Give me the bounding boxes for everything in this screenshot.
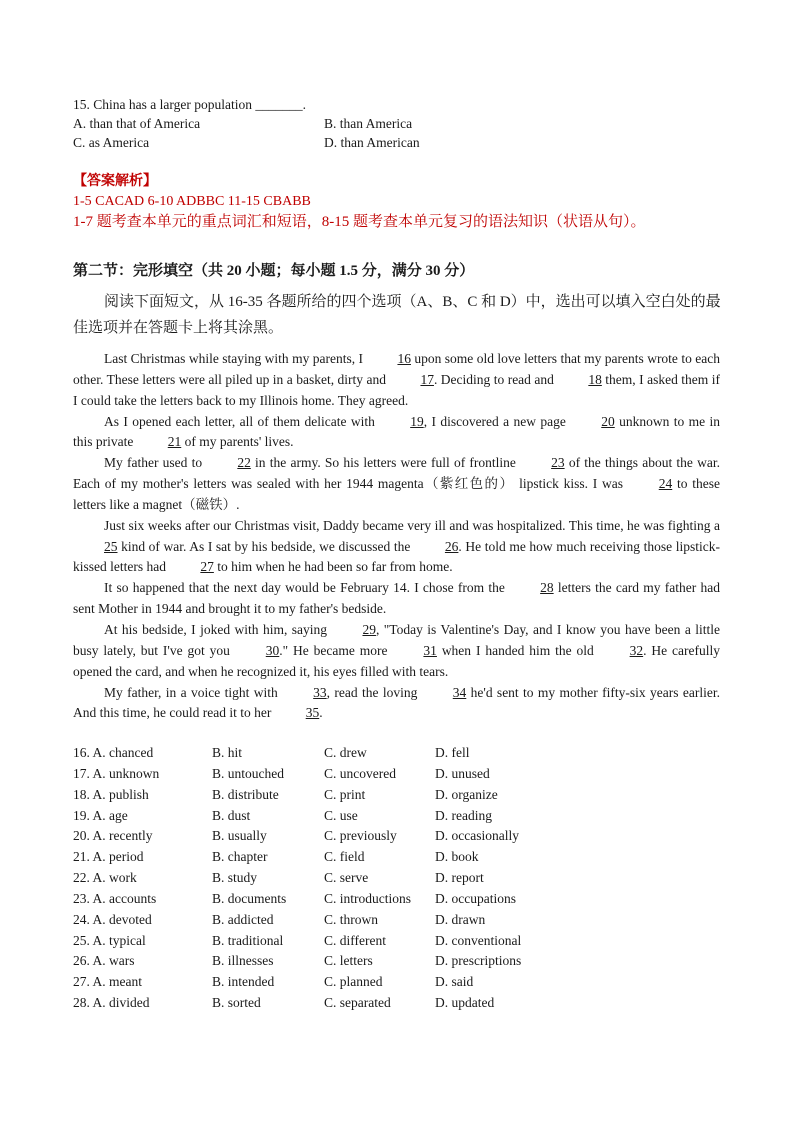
blank-32: 32 (629, 642, 644, 658)
option-d: D. updated (435, 995, 495, 1011)
option-b: B. usually (212, 828, 267, 844)
option-d: D. prescriptions (435, 953, 522, 969)
option-row (73, 931, 733, 952)
blank-20: 20 (601, 413, 615, 429)
option-row (73, 847, 733, 868)
option-a: 26. A. wars (73, 953, 135, 969)
blank-24: 24 (658, 476, 673, 492)
option-row (73, 785, 733, 806)
passage-text: , I discovered a new page (423, 413, 571, 429)
blank-31: 31 (423, 642, 437, 658)
option-b: B. illnesses (212, 953, 274, 969)
option-row (73, 806, 733, 827)
question-15-options (73, 114, 733, 152)
option-row (73, 743, 733, 764)
option-b: B. intended (212, 974, 275, 990)
passage-text: when I handed him the old (436, 642, 599, 658)
option-d: D. book (435, 849, 479, 865)
passage-paragraph (73, 620, 720, 683)
q15-option-b: B. than America (324, 116, 413, 131)
option-row (73, 826, 733, 847)
passage-text: in the army. So his letters were full of frontline (250, 455, 521, 471)
passage-text: he'd sent to my mother fifty-six years earlier. And this time, he could read it to her (73, 684, 720, 721)
passage-text: , read the loving (326, 684, 422, 700)
option-b: B. traditional (212, 932, 284, 948)
blank-27: 27 (200, 559, 214, 575)
option-b: B. distribute (212, 786, 279, 802)
passage-paragraph (73, 516, 720, 579)
option-d: D. drawn (435, 911, 486, 927)
blank-23: 23 (551, 455, 565, 471)
option-a: 17. A. unknown (73, 765, 160, 781)
blank-22: 22 (237, 455, 251, 471)
question-15 (73, 95, 733, 152)
option-a: 21. A. period (73, 849, 144, 865)
option-b: B. chapter (212, 849, 268, 865)
option-d: D. reading (435, 807, 492, 823)
passage-text: . Deciding to read and (433, 371, 558, 387)
option-c: C. previously (324, 828, 397, 844)
option-c: C. thrown (324, 911, 378, 927)
blank-21: 21 (167, 434, 182, 450)
answer-analysis (73, 172, 753, 232)
option-c: C. use (324, 807, 358, 823)
option-a: 25. A. typical (73, 932, 146, 948)
option-b: B. hit (212, 745, 243, 760)
option-b: B. dust (212, 807, 251, 823)
option-c: C. serve (324, 870, 369, 886)
option-d: D. conventional (435, 932, 522, 948)
blank-33: 33 (313, 684, 327, 700)
option-d: D. organize (435, 786, 498, 802)
option-c: C. letters (324, 953, 373, 969)
passage-text: kind of war. As I sat by his bedside, we discussed the (117, 538, 414, 554)
passage-text: them, I asked them if I could take the letters back to my Illinois home. They agreed. (73, 371, 720, 408)
option-a: 24. A. devoted (73, 911, 152, 927)
option-c: C. planned (324, 974, 383, 990)
passage-text: . He carefully opened the card, and when he recognized it, his eyes filled with tears. (73, 642, 720, 679)
answer-keys: 1-5 CACAD 6-10 ADBBC 11-15 CBABB (73, 194, 311, 209)
answer-explanation: 1-7 题考查本单元的重点词汇和短语，8-15 题考查本单元复习的语法知识（状语从句）。 (73, 214, 646, 230)
passage-text: My father used to (104, 455, 207, 471)
option-a: 19. A. age (73, 807, 128, 823)
blank-28: 28 (540, 580, 554, 596)
option-d: D. occupations (435, 890, 516, 906)
option-d: D. fell (435, 745, 470, 760)
option-row (73, 993, 733, 1014)
answer-analysis-title: 【答案解析】 (73, 174, 157, 189)
passage-text: Last Christmas while staying with my parents, I (104, 351, 367, 366)
option-c: C. field (324, 849, 365, 865)
blank-18: 18 (588, 371, 602, 387)
passage-text: of my parents' lives. (181, 434, 294, 450)
option-a: 27. A. meant (73, 974, 142, 990)
option-a: 18. A. publish (73, 786, 149, 802)
option-d: D. occasionally (435, 828, 519, 844)
option-a: 28. A. divided (73, 995, 150, 1011)
passage-text: . He told me how much receiving those lipstick-kissed letters had (73, 538, 720, 575)
option-b: B. untouched (212, 765, 284, 781)
passage-text: It so happened that the next day would be February 14. I chose from the (104, 580, 510, 596)
option-c: C. uncovered (324, 765, 396, 781)
blank-35: 35 (305, 705, 320, 721)
q15-option-d: D. than American (324, 135, 420, 150)
passage-paragraph (73, 349, 720, 412)
passage-paragraph (73, 412, 720, 454)
option-c: C. different (324, 932, 386, 948)
option-c: C. introductions (324, 890, 411, 906)
passage-text: ." He became more (279, 642, 393, 658)
passage-text: unknown to me in this private (73, 413, 720, 450)
option-c: C. separated (324, 995, 391, 1011)
cloze-options (73, 743, 733, 1014)
option-b: B. sorted (212, 995, 261, 1011)
option-d: D. said (435, 974, 474, 990)
q15-option-a: A. than that of America (73, 116, 201, 131)
passage-text: At his bedside, I joked with him, saying (104, 621, 332, 637)
option-a: 20. A. recently (73, 828, 153, 844)
passage-paragraph (73, 578, 720, 620)
option-row (73, 764, 733, 785)
passage-text: of the things about the war. Each of my mother's letters was sealed with her 1944 magenta（紫红色的） lipstick kiss. I was (73, 455, 720, 492)
q15-option-c: C. as America (73, 135, 150, 150)
blank-26: 26 (444, 538, 459, 554)
passage-paragraph (73, 453, 720, 516)
option-row (73, 972, 733, 993)
passage-text: As I opened each letter, all of them delicate with (104, 413, 380, 429)
passage-text: to these letters like a magnet（磁铁）. (73, 476, 720, 512)
option-b: B. study (212, 870, 258, 886)
passage-text: My father, in a voice tight with (104, 684, 283, 700)
option-d: D. unused (435, 765, 490, 781)
option-a: 23. A. accounts (73, 890, 157, 906)
option-d: D. report (435, 870, 484, 886)
passage-text: letters the card my father had sent Mother in 1944 and brought it to my father's bedside. (73, 580, 720, 617)
option-c: C. print (324, 786, 366, 802)
blank-30: 30 (265, 642, 280, 658)
blank-19: 19 (410, 413, 424, 429)
passage-text: to him when he had been so far from home. (213, 559, 453, 575)
option-row (73, 868, 733, 889)
option-c: C. drew (324, 745, 367, 760)
blank-25: 25 (104, 538, 118, 554)
option-row (73, 910, 733, 931)
passage-paragraph (73, 683, 720, 725)
blank-16: 16 (397, 351, 411, 366)
blank-34: 34 (452, 684, 467, 700)
passage-text: upon some old love letters that my parents wrote to each other. These letters were all piled up in a basket, dirty and (73, 351, 720, 387)
cloze-passage (73, 349, 720, 724)
blank-17: 17 (420, 371, 434, 387)
passage-text: . (319, 705, 323, 721)
option-a: 16. A. chanced (73, 745, 154, 760)
question-15-stem: 15. China has a larger population _______. (73, 97, 306, 112)
section-2-instructions: 阅读下面短文，从 16-35 各题所给的四个选项（A、B、C 和 D）中，选出可以填入空白处的最佳选项并在答题卡上将其涂黑。 (73, 294, 721, 336)
option-b: B. documents (212, 890, 287, 906)
option-row (73, 889, 733, 910)
passage-text: Just six weeks after our Christmas visit, Daddy became very ill and was hospitalized. This time, he was fighting a (104, 517, 720, 533)
blank-29: 29 (362, 621, 376, 637)
option-a: 22. A. work (73, 870, 137, 886)
option-row (73, 951, 733, 972)
option-b: B. addicted (212, 911, 274, 927)
passage-text: , "Today is Valentine's Day, and I know you have been a little busy lately, but I've got you (73, 621, 720, 658)
section-2-title: 第二节：完形填空（共 20 小题；每小题 1.5 分，满分 30 分） (73, 263, 475, 279)
